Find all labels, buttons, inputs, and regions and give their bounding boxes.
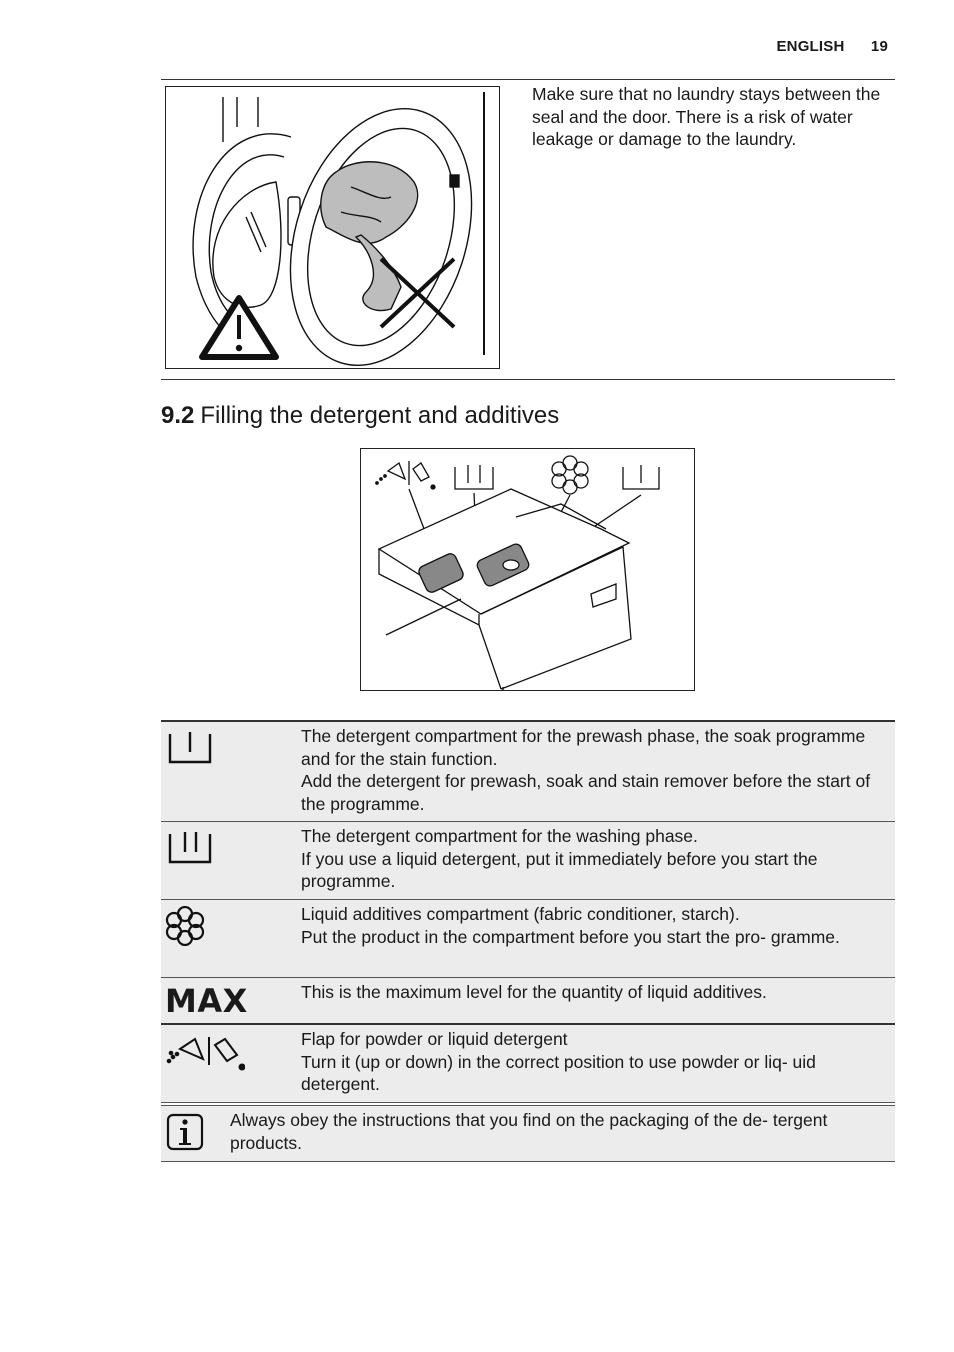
prewash-compartment-icon xyxy=(165,728,215,773)
row-line: Liquid additives compartment (fabric conditioner, starch). xyxy=(301,904,740,924)
wash-compartment-icon xyxy=(165,828,215,873)
washer-door-illustration xyxy=(165,86,500,369)
wash-compartment-icon xyxy=(455,465,493,489)
section-rule xyxy=(161,379,895,380)
max-label: MAX xyxy=(165,982,248,1020)
table-row xyxy=(161,978,895,1025)
row-line: Add the detergent for prewash, soak and stain remover before the start of the programme. xyxy=(301,771,871,814)
row-line: This is the maximum level for the quantity of liquid additives. xyxy=(301,982,767,1002)
row-line: The detergent compartment for the washing phase. xyxy=(301,826,698,846)
section-title: Filling the detergent and additives xyxy=(200,402,560,429)
table-row xyxy=(161,900,895,978)
flower-icon xyxy=(552,456,588,494)
note-text: Always obey the instructions that you find on the packaging of the de- tergent products. xyxy=(230,1110,828,1153)
compartment-table xyxy=(161,720,895,1162)
section-heading xyxy=(161,402,559,430)
info-note xyxy=(161,1105,895,1162)
powder-liquid-flap-icon xyxy=(165,1031,245,1076)
top-rule xyxy=(161,79,895,80)
row-line: If you use a liquid detergent, put it immediately before you start the programme. xyxy=(301,848,818,891)
row-line: Flap for powder or liquid detergent xyxy=(301,1029,568,1049)
flower-icon xyxy=(165,906,205,951)
info-icon xyxy=(166,1113,204,1156)
section-number: 9.2 xyxy=(161,402,195,429)
row-line: Turn it (up or down) in the correct position to use powder or liq- uid detergent. xyxy=(301,1051,816,1094)
page-header xyxy=(776,38,888,55)
detergent-drawer-illustration xyxy=(360,448,695,691)
table-row xyxy=(161,822,895,900)
header-language: ENGLISH xyxy=(776,38,845,55)
table-row xyxy=(161,1025,895,1103)
powder-liquid-flap-icon xyxy=(376,461,435,489)
row-line: Put the product in the compartment before you start the pro- gramme. xyxy=(301,926,840,947)
prewash-compartment-icon xyxy=(623,465,659,489)
warning-text: Make sure that no laundry stays between the seal and the door. There is a risk of water leakage or damage to the laundry. xyxy=(532,84,881,149)
table-row xyxy=(161,722,895,822)
row-line: The detergent compartment for the prewash phase, the soak programme and for the stain function. xyxy=(301,726,866,769)
page-number: 19 xyxy=(870,38,888,55)
